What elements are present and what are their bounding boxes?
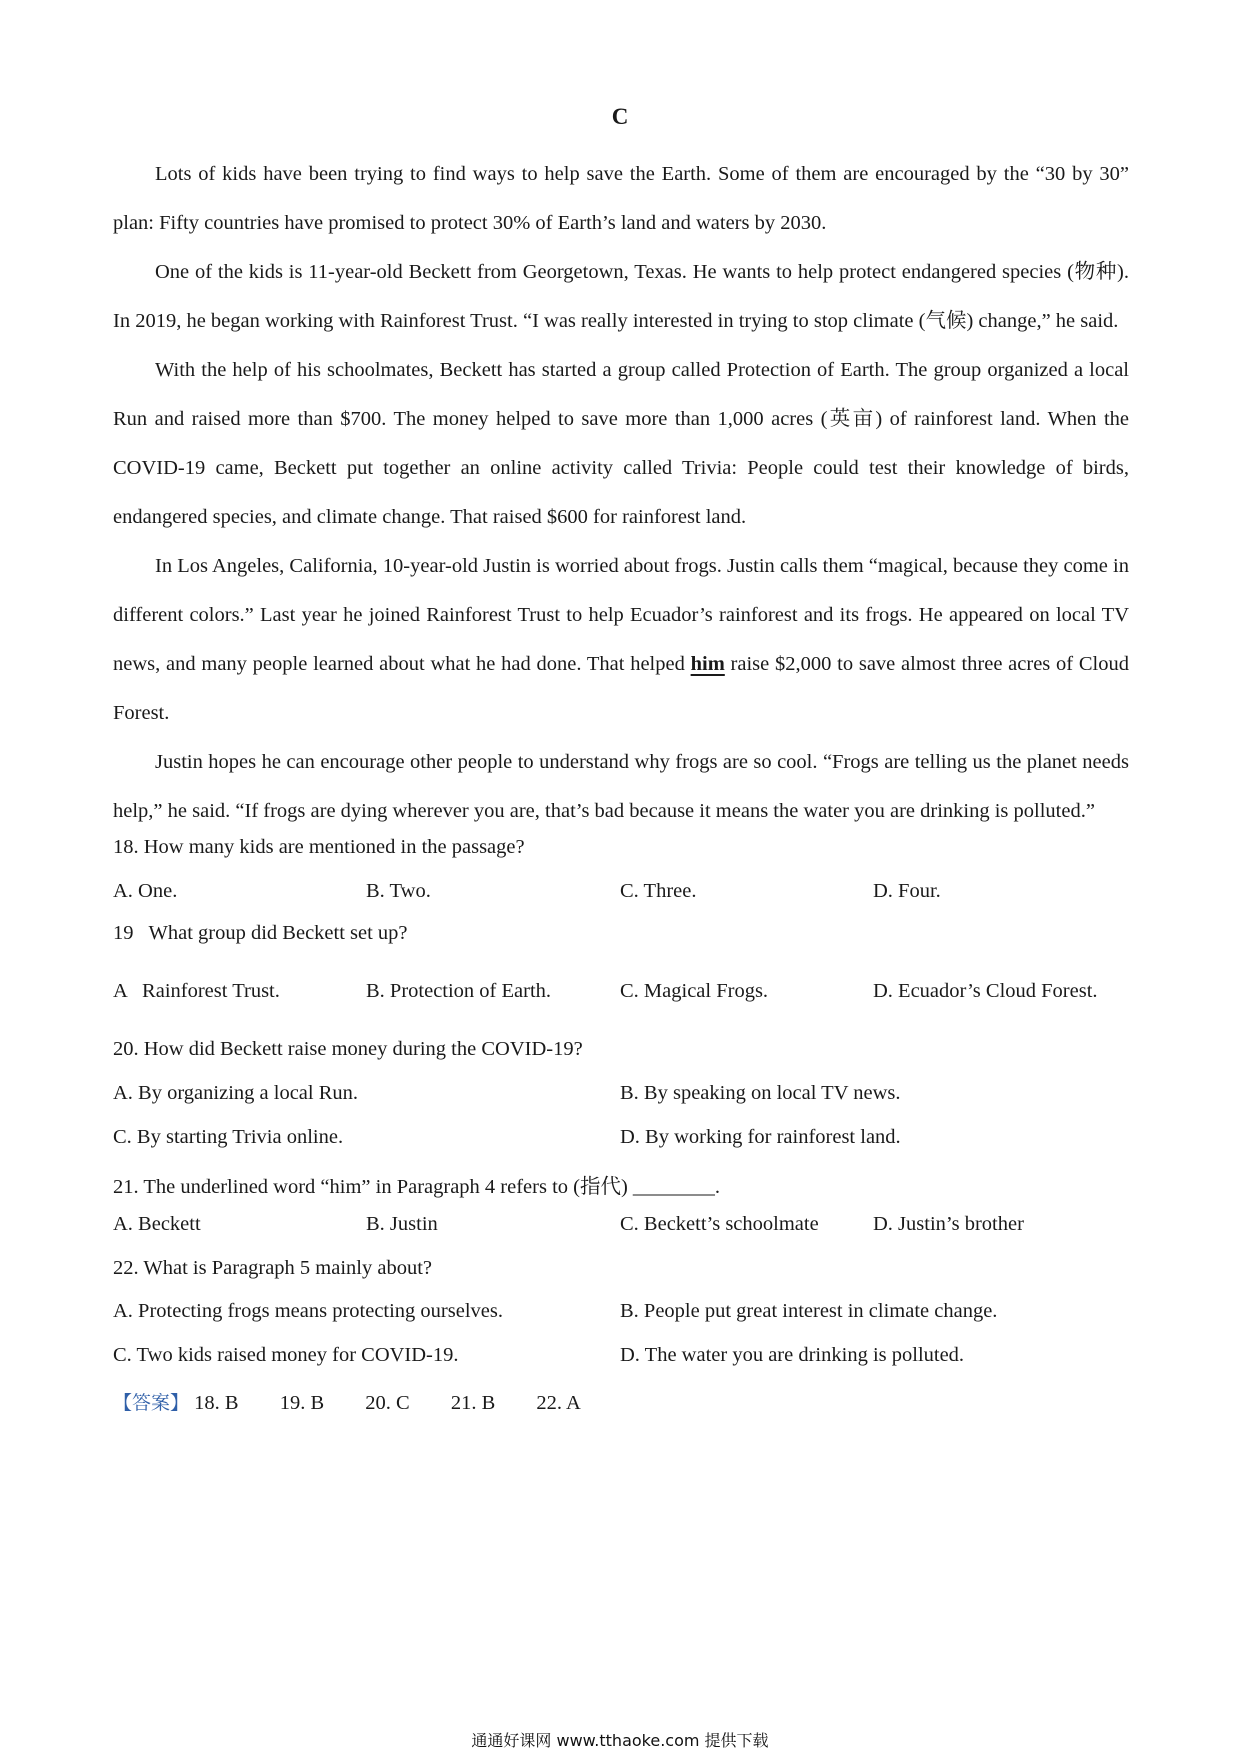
question-18-option-c: C. Three. — [620, 880, 697, 902]
question-21-option-d: D. Justin’s brother — [873, 1213, 1024, 1235]
reading-passage — [113, 150, 1129, 836]
question-19-stem: 19 What group did Beckett set up? — [113, 922, 408, 944]
paragraph-4 — [113, 542, 1129, 738]
question-20-option-d: D. By working for rainforest land. — [620, 1126, 901, 1148]
question-21-option-b: B. Justin — [366, 1213, 438, 1235]
answer-20: 20. C — [365, 1392, 410, 1414]
question-19-option-d: D. Ecuador’s Cloud Forest. — [873, 980, 1098, 1002]
paragraph-5: Justin hopes he can encourage other people to understand why frogs are so cool. “Frogs are telling us the planet needs help,” he said. “If frogs are dying wherever you are, that’s bad because it means the water you are drinking is polluted.” — [113, 751, 1129, 822]
paragraph-4-text-before: In Los Angeles, California, 10-year-old Justin is worried about frogs. Justin calls them “magical, because they come in different colors.” Last year he joined Rainforest Trust to help Ecuador’s rainforest and its frogs. He appeared on local TV news, and many people learned about what he had done. That helped — [113, 555, 1129, 675]
answer-21: 21. B — [450, 1392, 496, 1414]
answer-label: 【答案】 — [113, 1392, 190, 1414]
question-20-option-b: B. By speaking on local TV news. — [620, 1082, 901, 1104]
question-19-option-b: B. Protection of Earth. — [366, 980, 552, 1002]
question-22-option-d: D. The water you are drinking is polluted. — [620, 1344, 965, 1366]
question-21-stem: 21. The underlined word “him” in Paragraph 4 refers to (指代) ________. — [113, 1176, 721, 1198]
question-20-option-a: A. By organizing a local Run. — [113, 1082, 359, 1104]
question-22-option-b: B. People put great interest in climate change. — [620, 1300, 998, 1322]
underlined-word: him — [690, 653, 725, 675]
question-19-option-c: C. Magical Frogs. — [620, 980, 769, 1002]
paragraph-2: One of the kids is 11-year-old Beckett from Georgetown, Texas. He wants to help protect endangered species (物种). In 2019, he began working with Rainforest Trust. “I was really interested in trying to stop climate (气候) change,” he said. — [113, 261, 1129, 332]
paragraph-3: With the help of his schoolmates, Beckett has started a group called Protection of Earth. The group organized a local Run and raised more than $700. The money helped to save more than 1,000 acres (英亩) of rainforest land. When the COVID-19 came, Beckett put together an online activity called Trivia: People could test their knowledge of birds, endangered species, and climate change. That raised $600 for rainforest land. — [113, 359, 1129, 528]
question-20-option-c: C. By starting Trivia online. — [113, 1126, 344, 1148]
answer-key — [113, 1388, 617, 1415]
question-18-stem: 18. How many kids are mentioned in the passage? — [113, 836, 525, 858]
question-21-option-c: C. Beckett’s schoolmate — [620, 1213, 819, 1235]
question-22-option-c: C. Two kids raised money for COVID-19. — [113, 1344, 459, 1366]
question-18-option-b: B. Two. — [366, 880, 431, 902]
question-18-option-d: D. Four. — [873, 880, 941, 902]
answer-22: 22. A — [536, 1392, 581, 1414]
section-label: C — [611, 104, 629, 129]
question-19-option-a: A Rainforest Trust. — [113, 980, 280, 1002]
question-18-option-a: A. One. — [113, 880, 178, 902]
question-20-stem: 20. How did Beckett raise money during the COVID-19? — [113, 1038, 583, 1060]
answer-18: 18. B — [194, 1392, 239, 1414]
page-footer: 通通好课网 www.tthaoke.com 提供下载 — [471, 1731, 769, 1750]
paragraph-4-text-after: raise $2,000 to save almost three acres of Cloud Forest. — [113, 653, 1129, 724]
question-21-option-a: A. Beckett — [113, 1213, 201, 1235]
question-22-option-a: A. Protecting frogs means protecting ourselves. — [113, 1300, 503, 1322]
paragraph-1: Lots of kids have been trying to find ways to help save the Earth. Some of them are encouraged by the “30 by 30” plan: Fifty countries have promised to protect 30% of Earth’s land and waters by 2030. — [113, 163, 1129, 234]
answer-19: 19. B — [279, 1392, 325, 1414]
question-22-stem: 22. What is Paragraph 5 mainly about? — [113, 1257, 433, 1279]
